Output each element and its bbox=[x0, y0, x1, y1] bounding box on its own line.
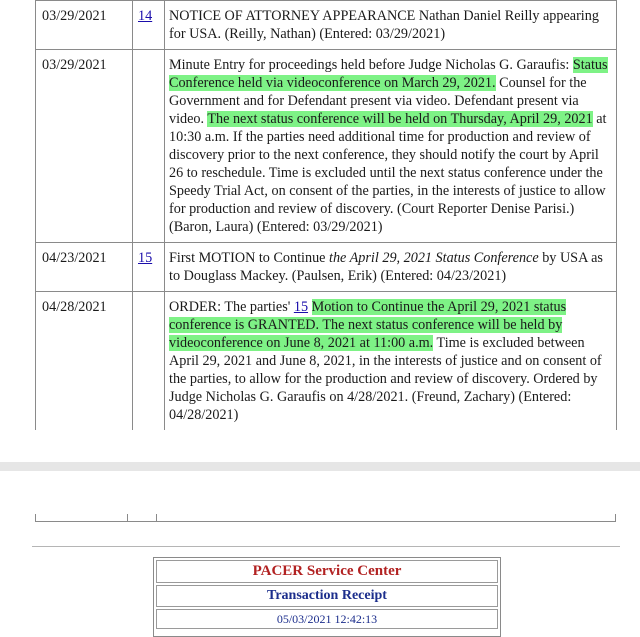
docket-row bbox=[36, 50, 617, 243]
docket-text bbox=[165, 1, 617, 50]
docket-number-cell bbox=[133, 1, 165, 50]
highlighted-text: The next status conference will be held on Thursday, April 29, 2021 bbox=[207, 111, 593, 127]
docket-text-segment: at 10:30 a.m. If the parties need additional time for production and review of discovery prior to the next conference, they should notify the court by April 26 to reschedule. Time is excluded until the next status conference under the Speedy Trial Act, on consent of the parties, in the interests of justice to allow for production and review of discovery. (Court Reporter Denise Parisi.) (Baron, Laura) (Entered: 03/29/2021) bbox=[169, 111, 607, 235]
docket-table bbox=[35, 0, 617, 430]
receipt-timestamp: 05/03/2021 12:42:13 bbox=[156, 609, 498, 629]
docket-reference-link[interactable]: 15 bbox=[293, 299, 309, 315]
docket-text-segment: ORDER: The parties' bbox=[169, 299, 294, 315]
receipt-subtitle: Transaction Receipt bbox=[156, 585, 498, 607]
docket-date: 04/28/2021 bbox=[36, 292, 133, 431]
highlighted-text: Motion to Continue the April 29, 2021 status conference is GRANTED. The next status conference will be held by videoconference on June 8, 2021 at 11:00 a.m. bbox=[169, 299, 567, 351]
docket-text-segment: Minute Entry for proceedings held before Judge Nicholas G. Garaufis: bbox=[169, 57, 573, 73]
docket-date: 04/23/2021 bbox=[36, 243, 133, 292]
horizontal-rule bbox=[32, 546, 620, 547]
docket-text-segment: Time is excluded between April 29, 2021 and June 8, 2021, in the interests of justice and on consent of the parties, to allow for the production and review of discovery. Ordered by Judge Nicholas G. Garaufis on 4/28/2021. (Freund, Zachary) (Entered: 04/28/2021) bbox=[169, 335, 602, 423]
docket-text-segment: Counsel for the Government and for Defendant present via video. Defendant present via video. bbox=[169, 75, 587, 127]
table-bottom-border bbox=[35, 521, 616, 522]
docket-row bbox=[36, 292, 617, 431]
pacer-receipt bbox=[153, 557, 501, 637]
docket-number-cell bbox=[133, 243, 165, 292]
docket-text bbox=[165, 50, 617, 243]
receipt-title: PACER Service Center bbox=[156, 560, 498, 583]
docket-text bbox=[165, 243, 617, 292]
docket-number-link[interactable]: 14 bbox=[138, 8, 153, 24]
docket-text-segment: First MOTION to Continue bbox=[169, 250, 330, 266]
docket-text bbox=[165, 292, 617, 431]
highlighted-text: Status Conference held via videoconference on March 29, 2021. bbox=[169, 57, 608, 91]
docket-date: 03/29/2021 bbox=[36, 1, 133, 50]
docket-text-segment: by USA as to Douglass Mackey. (Paulsen, Erik) (Entered: 04/23/2021) bbox=[169, 250, 603, 284]
docket-number-link[interactable]: 15 bbox=[138, 250, 153, 266]
italic-text: the April 29, 2021 Status Conference bbox=[329, 250, 539, 266]
docket-row bbox=[36, 1, 617, 50]
docket-number-cell bbox=[133, 292, 165, 431]
docket-text-segment: NOTICE OF ATTORNEY APPEARANCE Nathan Daniel Reilly appearing for USA. (Reilly, Nathan) (Entered: 03/29/2021) bbox=[169, 8, 599, 42]
docket-number-cell bbox=[133, 50, 165, 243]
docket-row bbox=[36, 243, 617, 292]
page-break-band bbox=[0, 462, 640, 471]
docket-date: 03/29/2021 bbox=[36, 50, 133, 243]
